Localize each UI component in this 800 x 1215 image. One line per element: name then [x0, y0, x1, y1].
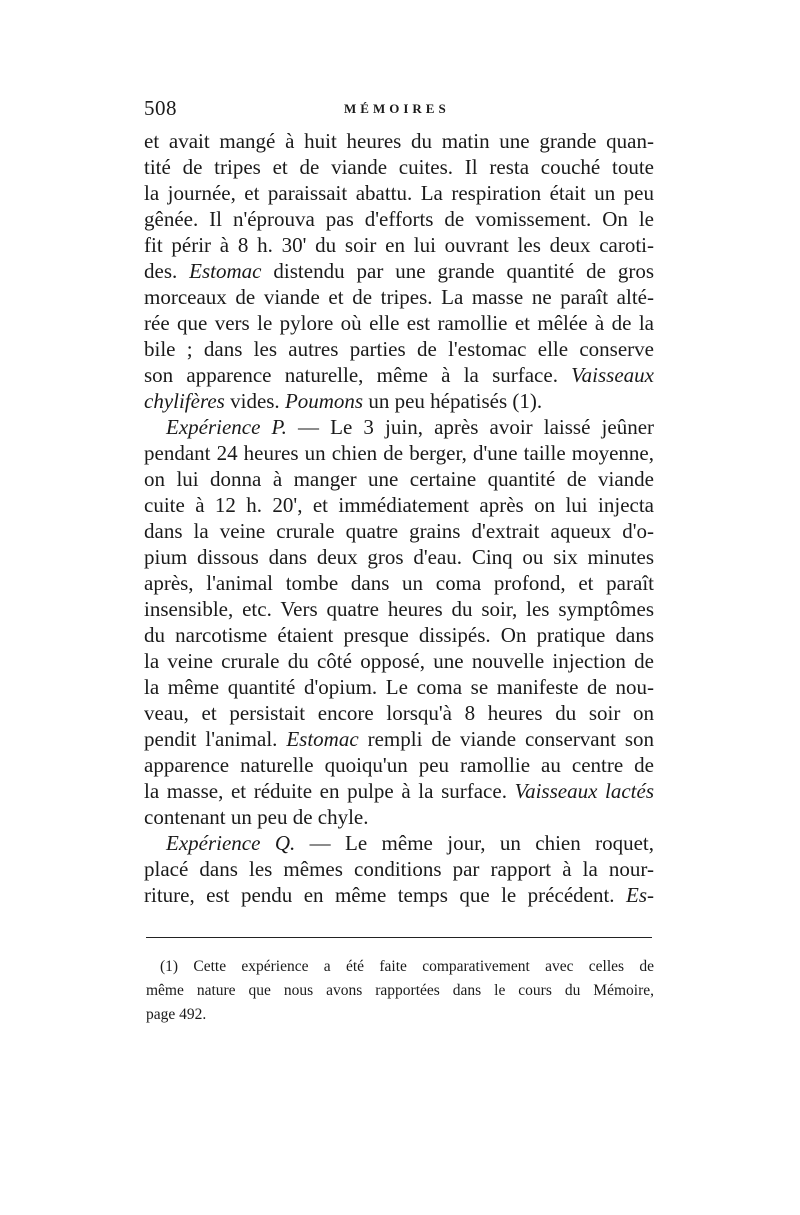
text-line: pendant 24 heures un chien de berger, d'une taille moyenne, [144, 441, 654, 465]
text-line: la journée, et paraissait abattu. La respiration était un peu [144, 181, 654, 205]
text-line: pium dissous dans deux gros d'eau. Cinq ou six minutes [144, 545, 654, 569]
text-line: riture, est pendu en même temps que le précédent. Es- [144, 883, 654, 907]
text-line: placé dans les mêmes conditions par rapport à la nour- [144, 857, 654, 881]
text-line: veau, et persistait encore lorsqu'à 8 heures du soir on [144, 701, 654, 725]
text-line: la veine crurale du côté opposé, une nouvelle injection de [144, 649, 654, 673]
text-line: Expérience Q. — Le même jour, un chien roquet, [166, 831, 654, 855]
text-line: pendit l'animal. Estomac rempli de viande conservant son [144, 727, 654, 751]
text-line: des. Estomac distendu par une grande quantité de gros [144, 259, 654, 283]
text-line: Expérience P. — Le 3 juin, après avoir laissé jeûner [166, 415, 655, 439]
text-line: tité de tripes et de viande cuites. Il resta couché toute [144, 155, 654, 179]
text-line: la même quantité d'opium. Le coma se manifeste de nou- [144, 675, 654, 699]
footnote-rule [146, 937, 652, 938]
text-line: cuite à 12 h. 20', et immédiatement après on lui injecta [144, 493, 654, 517]
footnote-line: page 492. [146, 1006, 207, 1023]
text-line: morceaux de viande et de tripes. La masse ne paraît alté- [144, 285, 654, 309]
page-header [144, 96, 654, 124]
text-line: rée que vers le pylore où elle est ramollie et mêlée à de la [144, 311, 654, 335]
running-head: MÉMOIRES [344, 101, 450, 116]
text-line: la masse, et réduite en pulpe à la surface. Vaisseaux lactés [144, 779, 655, 803]
text-line: fit périr à 8 h. 30' du soir en lui ouvrant les deux caroti- [144, 233, 654, 257]
text-line: après, l'animal tombe dans un coma profond, et paraît [144, 571, 654, 595]
footnote-line: (1) Cette expérience a été faite comparativement avec celles de [160, 958, 654, 975]
page-number: 508 [144, 96, 177, 120]
text-line: apparence naturelle quoiqu'un peu ramollie au centre de [144, 753, 654, 777]
text-line: du narcotisme étaient presque dissipés. On pratique dans [144, 623, 654, 647]
footnote-line: même nature que nous avons rapportées dans le cours du Mémoire, [146, 982, 654, 999]
text-line: son apparence naturelle, même à la surface. Vaisseaux [144, 363, 654, 387]
text-line: gênée. Il n'éprouva pas d'efforts de vomissement. On le [144, 207, 654, 231]
text-line: contenant un peu de chyle. [144, 805, 369, 829]
text-line: chylifères vides. Poumons un peu hépatisés (1). [144, 389, 543, 413]
text-line: et avait mangé à huit heures du matin une grande quan- [144, 129, 654, 153]
text-line: bile ; dans les autres parties de l'estomac elle conserve [144, 337, 654, 361]
text-line: on lui donna à manger une certaine quantité de viande [144, 467, 654, 491]
text-line: insensible, etc. Vers quatre heures du soir, les symptômes [144, 597, 654, 621]
text-line: dans la veine crurale quatre grains d'extrait aqueux d'o- [144, 519, 654, 543]
